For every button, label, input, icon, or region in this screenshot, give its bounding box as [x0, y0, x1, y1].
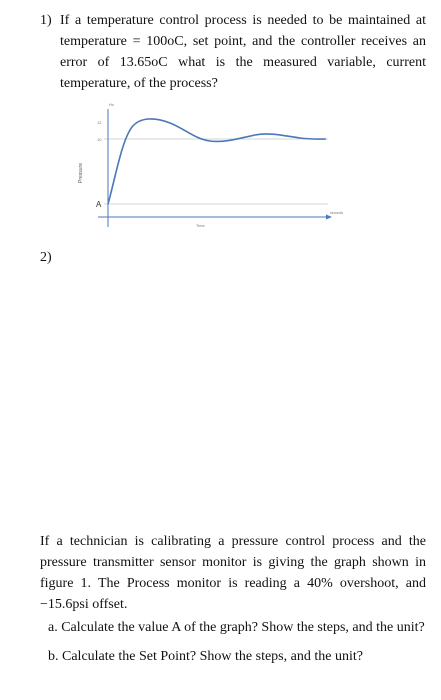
question-1-number: 1): [40, 13, 52, 28]
y-axis-label: Pressure: [78, 162, 84, 183]
question-2-part-a: a. Calculate the value A of the graph? Show the steps, and the unit?: [48, 620, 425, 635]
question-1: [40, 10, 426, 94]
x-axis-label: Time: [196, 223, 205, 228]
x-axis-arrow-icon: [326, 215, 332, 220]
pressure-response-figure: [60, 95, 360, 240]
question-2-part-b: b. Calculate the Set Point? Show the steps, and the unit?: [48, 649, 363, 664]
marker-a-label: A: [96, 200, 102, 209]
response-curve: [108, 119, 326, 204]
question-2-text: If a technician is calibrating a pressure control process and the pressure transmitter sensor monitor is giving the graph shown in figure 1. The Process monitor is reading a 40% overshoot, and −15.6psi offset.: [40, 534, 426, 612]
tick-label-upper: 12: [97, 120, 102, 125]
x-axis-end-label: seconds: [330, 211, 344, 215]
question-1-text: If a temperature control process is needed to be maintained at temperature = 100oC, set point, and the controller receives an error of 13.65oC what is the measured variable, current temperature, of the process?: [60, 13, 426, 91]
question-2-number: 2): [40, 250, 52, 265]
y-axis-top-label: Hz: [109, 102, 114, 107]
tick-label-lower: 10: [97, 137, 102, 142]
